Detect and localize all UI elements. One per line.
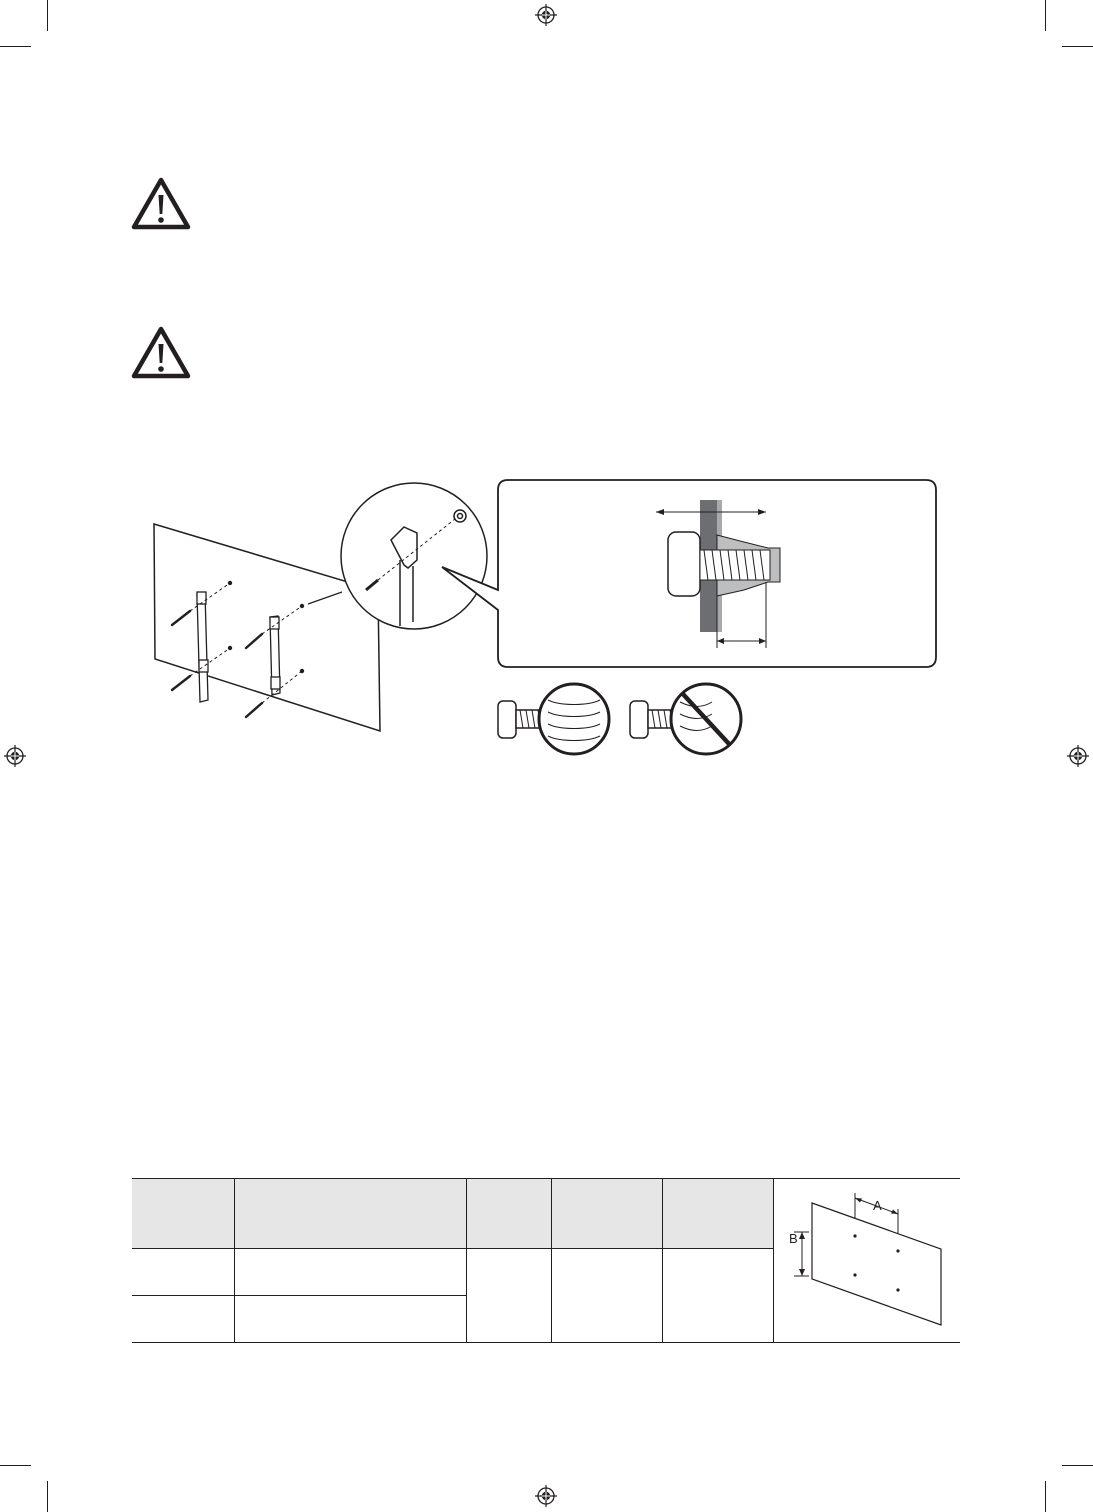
correct-screw-example	[498, 684, 609, 754]
wall-mount-spec-table	[132, 1178, 960, 1343]
cross-section-panel	[442, 480, 936, 667]
table-cell	[132, 1249, 235, 1296]
dimension-label-b: B	[789, 1231, 798, 1246]
table-cell	[235, 1296, 467, 1343]
mount-bracket-right	[270, 616, 280, 695]
table-cell	[663, 1249, 774, 1343]
table-header-cell	[235, 1179, 467, 1249]
table-cell	[235, 1249, 467, 1296]
table-header-cell	[663, 1179, 774, 1249]
incorrect-screw-example	[630, 684, 741, 754]
table-header-row	[132, 1179, 960, 1249]
table-header-cell	[132, 1179, 235, 1249]
vesa-dimension-diagram	[774, 1179, 961, 1339]
vesa-diagram-cell	[774, 1179, 961, 1343]
table-header-cell	[552, 1179, 663, 1249]
zoom-circle	[341, 483, 487, 629]
table-cell	[132, 1296, 235, 1343]
table-cell	[467, 1249, 552, 1343]
dimension-label-a: A	[873, 1198, 882, 1213]
table-header-cell	[467, 1179, 552, 1249]
table-cell	[552, 1249, 663, 1343]
